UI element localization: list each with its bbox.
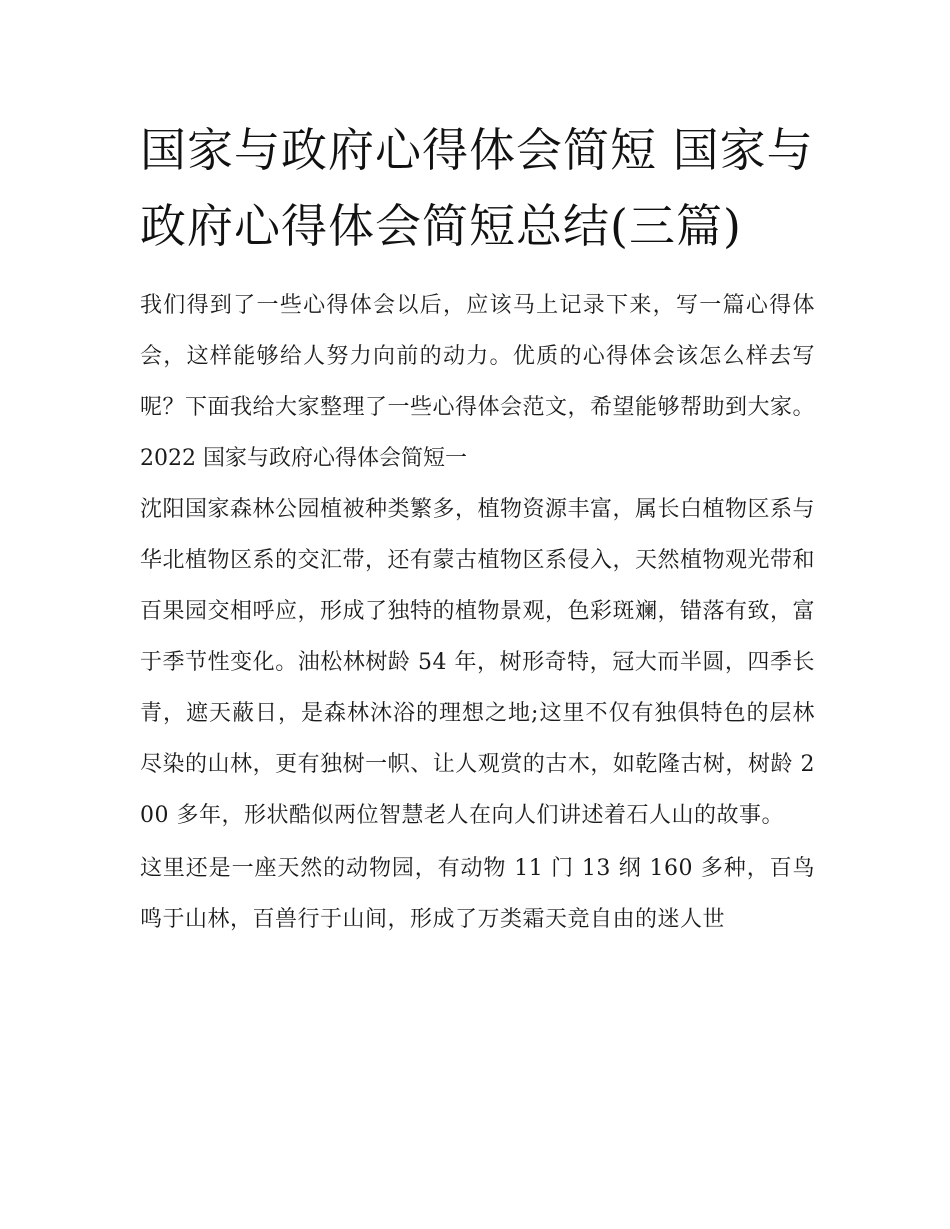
document-title: 国家与政府心得体会简短 国家与政府心得体会简短总结(三篇) [140, 123, 814, 253]
body-paragraph-2: 这里还是一座天然的动物园，有动物 11 门 13 纲 160 多种，百鸟鸣于山林，百兽行于山间，形成了万类霜天竞自由的迷人世 [140, 856, 815, 932]
document-page [140, 112, 815, 945]
section-heading: 2022 国家与政府心得体会简短一 [140, 446, 467, 471]
body-paragraph-1: 沈阳国家森林公园植被种类繁多，植物资源丰富，属长白植物区系与华北植物区系的交汇带，还有蒙古植物区系侵入，天然植物观光带和百果园交相呼应，形成了独特的植物景观，色彩斑斓，错落有致，富于季节性变化。油松林树龄 54 年，树形奇特，冠大而半圆，四季长青，遮天蔽日，是森林沐浴的理想之地;这里不仅有独俱特色的层林尽染的山林，更有独树一帜、让人观赏的古木，如乾隆古树，树龄 200 多年，形状酷似两位智慧老人在向人们讲述着石人山的故事。 [140, 497, 816, 828]
intro-paragraph: 我们得到了一些心得体会以后，应该马上记录下来，写一篇心得体会，这样能够给人努力向前的动力。优质的心得体会该怎么样去写呢？下面我给大家整理了一些心得体会范文，希望能够帮助到大家。 [140, 293, 816, 420]
